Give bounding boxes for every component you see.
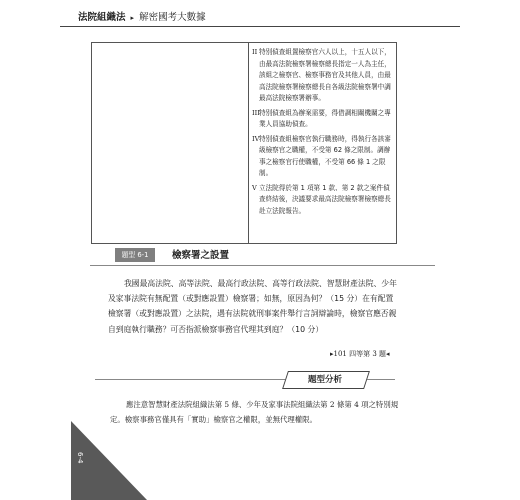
analysis-label: 題型分析 (307, 375, 342, 385)
statute-item-number: II (252, 48, 258, 56)
statute-item-number: IV (252, 134, 260, 143)
question-title: 檢察署之設置 (172, 250, 230, 261)
statute-item-number: V (252, 183, 257, 192)
header-arrow-icon: ▸ (130, 14, 135, 22)
running-header (78, 9, 448, 27)
statute-item-text: 特別偵查組檢察官執行職務時，得執行各該審級檢察官之職權，不受第 62 條之限制。調辦事之檢察官行使職權，不受第 66 條 1 之限制。 (259, 134, 391, 177)
question-type-tag: 題型 6-1 (115, 248, 155, 262)
page-number: 6-4 (76, 452, 84, 464)
statute-column (252, 47, 394, 220)
question-heading (90, 248, 410, 270)
statute-item-text: 立法院得於第 1 項第 1 款、第 2 款之案件偵查終結後，決議要求最高法院檢察署檢察總長赴立法院報告。 (259, 183, 391, 215)
header-section: 解密國考大數據 (139, 12, 206, 23)
statute-item (252, 183, 394, 218)
statute-item (252, 47, 394, 105)
box-divider (248, 43, 249, 243)
question-body (108, 276, 398, 337)
statute-item (252, 134, 394, 180)
question-source: ▸101 四等第 3 題◂ (330, 350, 390, 358)
question-text: 我國最高法院、高等法院、最高行政法院、高等行政法院、智慧財產法院、少年及家事法院有無配置（或對應設置）檢察署；如無，原因為何？（15 分）在有配置檢察署（或對應設置）之法院，遇有法院就刑事案件舉行言詞辯論時，檢察官應否親自到庭執行職務？可否指派檢察事務官代理其到庭？（10 分） (108, 279, 397, 334)
analysis-heading (95, 370, 415, 392)
statute-item (252, 108, 394, 131)
analysis-text: 應注意智慧財產法院組織法第 5 條、少年及家事法院組織法第 2 條第 4 項之特別規定。檢察事務官僅具有「實助」檢察官之權限，並無代理權限。 (110, 400, 399, 424)
analysis-body (110, 398, 400, 427)
book-title: 法院組織法 (78, 12, 126, 23)
statute-item-number: III (252, 108, 260, 117)
statute-item-text: 特別偵查組置檢察官六人以上，十五人以下，由最高法院檢察署檢察總長指定一人為主任，該組之檢察官、檢察事務官及其他人員，由最高法院檢察署檢察總長自各級法院檢察署中調最高法院檢察署辦事。 (259, 48, 391, 102)
statute-item-text: 特別偵查組為辦案需要，得借調相關機關之專業人員協助偵查。 (259, 108, 391, 128)
statute-box (91, 42, 397, 244)
header-rule (60, 26, 460, 27)
question-rule (90, 265, 435, 266)
